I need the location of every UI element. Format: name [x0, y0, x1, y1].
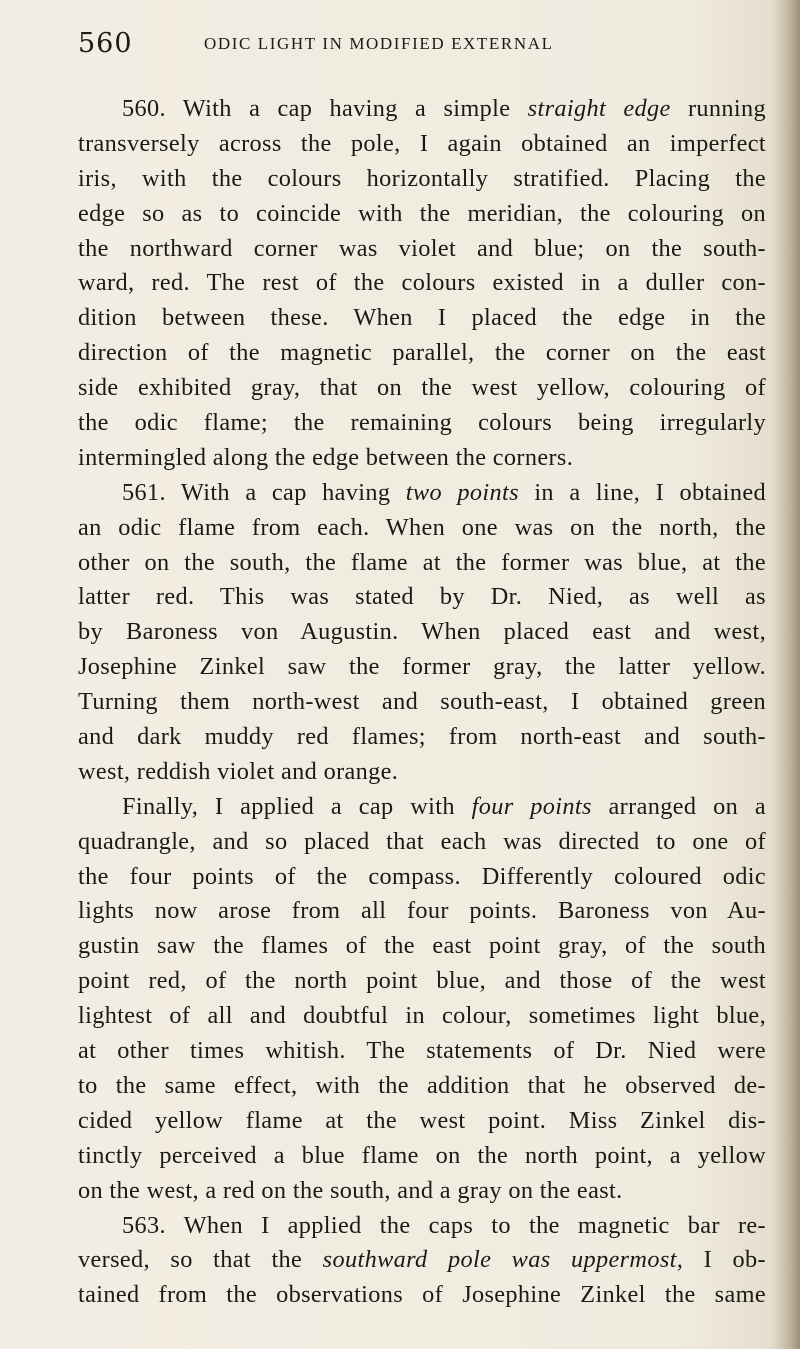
running-title: ODIC LIGHT IN MODIFIED EXTERNAL: [204, 34, 554, 53]
text-line: tinctly perceived a blue flame on the north point, a yellow: [78, 1141, 766, 1169]
text-line: on the west, a red on the south, and a gray on the east.: [78, 1176, 623, 1204]
text-line: ward, red. The rest of the colours existed in a duller con-: [78, 269, 766, 297]
body-text: [78, 92, 766, 1313]
text-line: edge so as to coincide with the meridian, the colouring on: [78, 199, 766, 227]
page-gutter-shadow: [774, 0, 800, 1349]
text-line: Josephine Zinkel saw the former gray, the latter yellow.: [78, 653, 766, 681]
italic-phrase: straight edge: [527, 95, 671, 122]
text-line: lights now arose from all four points. Baroness von Au-: [78, 897, 766, 925]
text-line: intermingled along the edge between the corners.: [78, 443, 574, 471]
text-line: quadrangle, and so placed that each was directed to one of: [78, 827, 766, 855]
text-line: Turning them north-west and south-east, I obtained green: [78, 688, 766, 716]
text-line: west, reddish violet and orange.: [78, 757, 399, 785]
running-head: [78, 28, 766, 68]
italic-phrase: southward pole was uppermost,: [322, 1246, 684, 1274]
text-line: the four points of the compass. Differently coloured odic: [78, 862, 766, 890]
text-line: 561. With a cap having two points in a line, I obtained: [122, 478, 766, 506]
text-line: to the same effect, with the addition that he observed de-: [78, 1071, 766, 1099]
text-line: other on the south, the flame at the former was blue, at the: [78, 548, 766, 576]
text-line: the northward corner was violet and blue; on the south-: [78, 234, 766, 262]
text-line: direction of the magnetic parallel, the corner on the east: [78, 339, 766, 367]
text-line: transversely across the pole, I again obtained an imperfect: [78, 129, 766, 157]
text-line: side exhibited gray, that on the west yellow, colouring of: [78, 374, 766, 402]
text-line: latter red. This was stated by Dr. Nied, as well as: [78, 583, 766, 611]
text-line: and dark muddy red flames; from north-east and south-: [78, 723, 766, 751]
text-line: versed, so that the southward pole was uppermost, I ob-: [78, 1246, 766, 1274]
text-line: gustin saw the flames of the east point gray, of the south: [78, 932, 766, 960]
text-line: tained from the observations of Josephine Zinkel the same: [78, 1281, 766, 1309]
text-line: at other times whitish. The statements of Dr. Nied were: [78, 1037, 766, 1065]
text-line: the odic flame; the remaining colours being irregularly: [78, 409, 766, 437]
italic-phrase: four points: [471, 792, 592, 820]
text-line: an odic flame from each. When one was on the north, the: [78, 513, 766, 541]
text-line: lightest of all and doubtful in colour, sometimes light blue,: [78, 1002, 766, 1030]
text-line: point red, of the north point blue, and those of the west: [78, 967, 766, 995]
text-line: cided yellow flame at the west point. Miss Zinkel dis-: [78, 1106, 766, 1134]
italic-phrase: two points: [405, 478, 519, 506]
page-number: 560: [78, 28, 133, 59]
text-line: by Baroness von Augustin. When placed east and west,: [78, 618, 766, 646]
text-line: 563. When I applied the caps to the magnetic bar re-: [122, 1211, 766, 1239]
text-line: iris, with the colours horizontally stratified. Placing the: [78, 164, 766, 192]
text-line: 560. With a cap having a simple straight edge running: [122, 95, 766, 122]
text-line: dition between these. When I placed the edge in the: [78, 304, 766, 332]
text-line: Finally, I applied a cap with four points arranged on a: [122, 792, 766, 820]
